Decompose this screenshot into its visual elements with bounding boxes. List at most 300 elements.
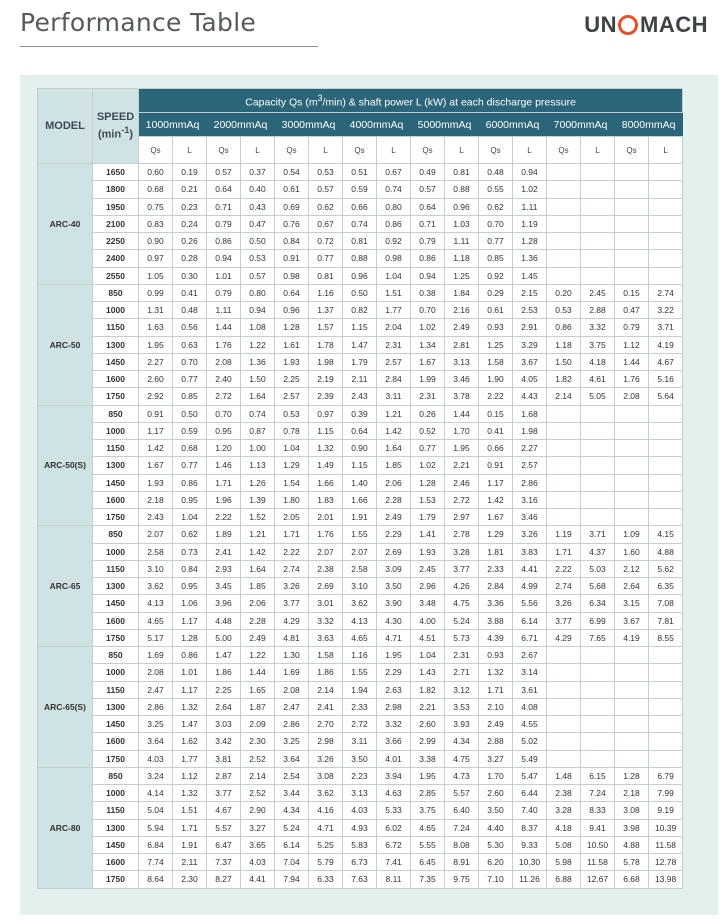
l-value-cell: 0.98 — [377, 250, 411, 267]
table-row — [38, 629, 683, 646]
l-value-cell: 2.21 — [445, 457, 479, 474]
l-value-cell: 2.09 — [241, 716, 275, 733]
qs-value-cell: 0.70 — [479, 215, 513, 232]
table-row — [38, 284, 683, 301]
qs-value-cell: 1.42 — [139, 440, 173, 457]
l-value-cell — [581, 250, 615, 267]
speed-cell: 1750 — [93, 750, 139, 767]
qs-value-cell: 3.81 — [207, 750, 241, 767]
l-value-cell: 2.74 — [649, 284, 683, 301]
l-value-cell: 1.71 — [173, 819, 207, 836]
qs-value-cell: 3.44 — [275, 785, 309, 802]
qs-value-cell: 0.85 — [479, 250, 513, 267]
speed-cell: 1600 — [93, 371, 139, 388]
qs-value-cell: 4.51 — [411, 629, 445, 646]
l-value-cell: 0.94 — [241, 302, 275, 319]
l-value-cell: 2.19 — [309, 371, 343, 388]
qs-value-cell: 3.08 — [615, 802, 649, 819]
company-logo — [584, 12, 708, 38]
l-value-cell: 0.41 — [173, 284, 207, 301]
qs-value-cell: 0.90 — [343, 440, 377, 457]
qs-value-cell: 3.67 — [615, 612, 649, 629]
qs-value-cell: 3.45 — [207, 578, 241, 595]
qs-value-cell — [615, 733, 649, 750]
l-value-cell: 4.30 — [377, 612, 411, 629]
qs-value-cell: 3.10 — [343, 578, 377, 595]
qs-value-cell: 7.35 — [411, 871, 445, 888]
qs-value-cell: 4.00 — [411, 612, 445, 629]
qs-value-cell: 2.64 — [207, 698, 241, 715]
qs-value-cell: 0.81 — [343, 233, 377, 250]
qs-value-cell — [547, 181, 581, 198]
qs-value-cell: 0.53 — [547, 302, 581, 319]
l-value-cell: 2.57 — [377, 353, 411, 370]
l-value-cell: 2.16 — [445, 302, 479, 319]
qs-value-cell: 0.79 — [207, 284, 241, 301]
qs-value-cell: 0.84 — [275, 233, 309, 250]
table-row — [38, 681, 683, 698]
qs-value-cell — [547, 647, 581, 664]
l-value-cell: 1.17 — [173, 612, 207, 629]
l-value-cell: 5.03 — [581, 560, 615, 577]
qs-value-cell — [615, 698, 649, 715]
qs-value-cell: 0.61 — [275, 181, 309, 198]
l-value-cell: 2.01 — [309, 509, 343, 526]
qs-value-cell: 1.89 — [207, 526, 241, 543]
l-value-cell: 1.18 — [445, 250, 479, 267]
l-value-cell: 1.95 — [377, 647, 411, 664]
qs-value-cell — [615, 267, 649, 284]
l-value-cell: 6.33 — [309, 871, 343, 888]
qs-value-cell: 5.24 — [275, 819, 309, 836]
l-value-cell: 6.35 — [649, 578, 683, 595]
qs-value-cell: 3.64 — [139, 733, 173, 750]
l-value-cell: 0.30 — [173, 267, 207, 284]
table-row — [38, 440, 683, 457]
qs-value-cell: 2.21 — [411, 698, 445, 715]
l-value-cell: 3.13 — [445, 353, 479, 370]
qs-value-cell: 3.28 — [547, 802, 581, 819]
qs-value-cell: 2.33 — [343, 698, 377, 715]
qs-value-cell: 0.91 — [479, 457, 513, 474]
qs-value-cell: 3.38 — [411, 750, 445, 767]
l-value-cell: 1.45 — [513, 267, 547, 284]
qs-value-cell: 1.55 — [343, 664, 377, 681]
l-value-cell: 2.98 — [309, 733, 343, 750]
qs-value-cell: 1.95 — [411, 767, 445, 784]
qs-value-cell: 1.17 — [139, 422, 173, 439]
qs-value-cell — [547, 405, 581, 422]
l-value-cell — [581, 509, 615, 526]
speed-cell: 1750 — [93, 388, 139, 405]
l-value-cell — [581, 750, 615, 767]
l-value-cell — [581, 491, 615, 508]
l-value-cell: 1.32 — [173, 785, 207, 802]
l-value-cell: 1.58 — [309, 647, 343, 664]
l-value-cell: 2.39 — [309, 388, 343, 405]
l-value-cell: 1.86 — [309, 664, 343, 681]
model-name-cell: ARC-80 — [38, 767, 93, 888]
qs-value-cell: 5.55 — [411, 836, 445, 853]
qs-value-cell: 2.93 — [207, 560, 241, 577]
speed-cell: 850 — [93, 405, 139, 422]
qs-value-cell: 3.25 — [275, 733, 309, 750]
l-value-cell: 5.79 — [309, 854, 343, 871]
l-value-cell: 4.03 — [241, 854, 275, 871]
qs-value-cell: 0.92 — [479, 267, 513, 284]
speed-cell: 850 — [93, 526, 139, 543]
l-value-cell: 1.13 — [241, 457, 275, 474]
qs-value-cell: 0.70 — [207, 405, 241, 422]
table-row — [38, 854, 683, 871]
model-name-cell: ARC-65 — [38, 526, 93, 647]
qs-value-cell: 2.08 — [139, 664, 173, 681]
qs-value-cell: 2.31 — [411, 388, 445, 405]
qs-value-cell: 2.11 — [343, 371, 377, 388]
l-value-cell — [581, 457, 615, 474]
l-value-cell: 8.91 — [445, 854, 479, 871]
speed-cell: 1600 — [93, 612, 139, 629]
qs-value-cell: 0.60 — [139, 164, 173, 181]
qs-value-cell — [547, 250, 581, 267]
qs-value-cell: 1.44 — [207, 319, 241, 336]
l-value-cell: 6.72 — [377, 836, 411, 853]
l-value-cell: 11.58 — [649, 836, 683, 853]
qs-value-cell: 0.75 — [139, 198, 173, 215]
l-value-cell: 4.99 — [513, 578, 547, 595]
qs-value-cell: 0.96 — [343, 267, 377, 284]
l-value-cell: 1.36 — [513, 250, 547, 267]
qs-value-cell: 0.54 — [275, 164, 309, 181]
qs-value-cell: 0.83 — [139, 215, 173, 232]
l-value-cell: 2.29 — [377, 526, 411, 543]
qs-value-cell: 2.08 — [207, 353, 241, 370]
l-value-cell: 3.16 — [513, 491, 547, 508]
speed-cell: 2400 — [93, 250, 139, 267]
table-row — [38, 422, 683, 439]
l-value-cell: 2.45 — [581, 284, 615, 301]
l-value-cell: 0.77 — [173, 371, 207, 388]
l-value-cell: 3.77 — [445, 560, 479, 577]
l-value-cell: 12.67 — [581, 871, 615, 888]
qs-value-cell: 1.53 — [411, 491, 445, 508]
l-subheader: L — [377, 137, 411, 164]
l-value-cell — [581, 716, 615, 733]
l-value-cell: 2.53 — [513, 302, 547, 319]
table-row — [38, 647, 683, 664]
qs-value-cell — [615, 181, 649, 198]
title-divider — [20, 46, 318, 47]
l-value-cell — [649, 491, 683, 508]
capacity-suffix: /min) & shaft power L (kW) at each discharge pressure — [322, 96, 576, 109]
l-value-cell: 10.30 — [513, 854, 547, 871]
pressure-header: 5000mmAq — [411, 113, 479, 137]
qs-value-cell: 0.77 — [411, 440, 445, 457]
l-value-cell: 0.80 — [377, 198, 411, 215]
l-value-cell: 5.64 — [649, 388, 683, 405]
speed-cell: 1450 — [93, 474, 139, 491]
table-row — [38, 491, 683, 508]
l-value-cell: 8.11 — [377, 871, 411, 888]
qs-subheader: Qs — [275, 137, 309, 164]
l-value-cell: 4.15 — [649, 526, 683, 543]
l-value-cell: 1.25 — [445, 267, 479, 284]
l-value-cell: 2.67 — [513, 647, 547, 664]
qs-value-cell — [615, 215, 649, 232]
l-value-cell: 0.92 — [377, 233, 411, 250]
qs-value-cell: 3.24 — [139, 767, 173, 784]
qs-value-cell: 0.98 — [275, 267, 309, 284]
speed-cell: 1600 — [93, 491, 139, 508]
l-value-cell: 2.28 — [377, 491, 411, 508]
table-row — [38, 664, 683, 681]
qs-value-cell: 4.14 — [139, 785, 173, 802]
l-value-cell — [649, 215, 683, 232]
table-row — [38, 785, 683, 802]
table-row — [38, 405, 683, 422]
l-value-cell: 9.33 — [513, 836, 547, 853]
qs-value-cell: 0.79 — [207, 215, 241, 232]
l-value-cell — [649, 750, 683, 767]
qs-value-cell: 2.88 — [479, 733, 513, 750]
l-value-cell: 0.68 — [173, 440, 207, 457]
qs-value-cell: 5.00 — [207, 629, 241, 646]
speed-cell: 2550 — [93, 267, 139, 284]
l-value-cell: 0.21 — [173, 181, 207, 198]
l-value-cell: 2.69 — [377, 543, 411, 560]
qs-value-cell — [547, 509, 581, 526]
qs-value-cell: 4.65 — [343, 629, 377, 646]
speed-cell: 1300 — [93, 578, 139, 595]
l-value-cell: 3.32 — [377, 716, 411, 733]
qs-value-cell: 1.04 — [411, 647, 445, 664]
l-value-cell: 2.70 — [309, 716, 343, 733]
l-value-cell: 1.08 — [241, 319, 275, 336]
qs-value-cell: 4.93 — [343, 819, 377, 836]
qs-value-cell — [615, 250, 649, 267]
qs-value-cell: 5.57 — [207, 819, 241, 836]
l-value-cell — [649, 233, 683, 250]
table-row — [38, 267, 683, 284]
qs-value-cell: 6.45 — [411, 854, 445, 871]
qs-value-cell: 2.74 — [275, 560, 309, 577]
qs-value-cell: 3.77 — [207, 785, 241, 802]
qs-value-cell: 1.66 — [343, 491, 377, 508]
table-row — [38, 302, 683, 319]
l-value-cell: 6.15 — [581, 767, 615, 784]
l-value-cell: 7.81 — [649, 612, 683, 629]
l-value-cell: 3.32 — [581, 319, 615, 336]
qs-value-cell: 0.79 — [411, 233, 445, 250]
qs-value-cell: 4.19 — [615, 629, 649, 646]
l-value-cell: 0.28 — [173, 250, 207, 267]
l-value-cell — [649, 422, 683, 439]
qs-value-cell: 2.33 — [479, 560, 513, 577]
qs-value-cell: 2.43 — [343, 388, 377, 405]
qs-value-cell: 2.84 — [479, 578, 513, 595]
qs-value-cell: 2.86 — [275, 716, 309, 733]
speed-unit-prefix: (min — [97, 128, 122, 141]
qs-value-cell — [615, 647, 649, 664]
qs-value-cell: 0.15 — [615, 284, 649, 301]
speed-cell: 1150 — [93, 319, 139, 336]
l-value-cell: 0.67 — [309, 215, 343, 232]
qs-value-cell: 3.26 — [275, 578, 309, 595]
l-value-cell — [581, 440, 615, 457]
l-value-cell: 2.69 — [309, 578, 343, 595]
qs-value-cell: 4.03 — [343, 802, 377, 819]
qs-value-cell: 1.11 — [207, 302, 241, 319]
qs-value-cell: 0.49 — [411, 164, 445, 181]
l-value-cell: 3.62 — [309, 785, 343, 802]
l-value-cell: 3.71 — [649, 319, 683, 336]
qs-value-cell: 1.47 — [207, 647, 241, 664]
l-value-cell: 1.62 — [173, 733, 207, 750]
l-value-cell: 2.14 — [241, 767, 275, 784]
l-value-cell: 9.19 — [649, 802, 683, 819]
speed-cell: 1150 — [93, 802, 139, 819]
qs-value-cell — [547, 698, 581, 715]
qs-value-cell: 2.18 — [139, 491, 173, 508]
qs-value-cell: 1.90 — [479, 371, 513, 388]
qs-subheader: Qs — [615, 137, 649, 164]
l-value-cell: 0.96 — [445, 198, 479, 215]
qs-value-cell: 1.15 — [343, 457, 377, 474]
l-value-cell: 3.61 — [513, 681, 547, 698]
qs-value-cell: 0.39 — [343, 405, 377, 422]
qs-value-cell: 4.03 — [139, 750, 173, 767]
l-subheader: L — [649, 137, 683, 164]
qs-value-cell: 0.15 — [479, 405, 513, 422]
l-value-cell: 1.77 — [173, 750, 207, 767]
qs-value-cell: 3.15 — [615, 595, 649, 612]
qs-subheader: Qs — [343, 137, 377, 164]
qs-value-cell: 2.22 — [207, 509, 241, 526]
l-value-cell — [581, 181, 615, 198]
qs-value-cell: 2.58 — [139, 543, 173, 560]
l-value-cell — [581, 664, 615, 681]
qs-value-cell: 2.47 — [275, 698, 309, 715]
qs-value-cell: 0.41 — [479, 422, 513, 439]
qs-value-cell: 6.47 — [207, 836, 241, 853]
l-value-cell: 5.56 — [513, 595, 547, 612]
l-value-cell: 3.09 — [377, 560, 411, 577]
l-value-cell: 0.95 — [173, 491, 207, 508]
qs-subheader: Qs — [547, 137, 581, 164]
l-value-cell: 4.08 — [513, 698, 547, 715]
l-value-cell: 1.44 — [445, 405, 479, 422]
qs-value-cell — [547, 716, 581, 733]
l-value-cell — [581, 405, 615, 422]
l-value-cell: 3.12 — [445, 681, 479, 698]
l-value-cell: 1.32 — [173, 698, 207, 715]
qs-value-cell: 1.41 — [411, 526, 445, 543]
qs-value-cell — [547, 198, 581, 215]
qs-value-cell: 5.98 — [547, 854, 581, 871]
l-value-cell — [649, 647, 683, 664]
l-value-cell: 1.77 — [377, 302, 411, 319]
l-value-cell: 7.40 — [513, 802, 547, 819]
pressure-header: 6000mmAq — [479, 113, 547, 137]
l-value-cell: 3.94 — [377, 767, 411, 784]
qs-value-cell: 0.68 — [139, 181, 173, 198]
l-value-cell: 1.21 — [241, 526, 275, 543]
table-row — [38, 388, 683, 405]
table-row — [38, 612, 683, 629]
qs-value-cell: 3.75 — [411, 802, 445, 819]
speed-cell: 1600 — [93, 854, 139, 871]
qs-value-cell: 6.68 — [615, 871, 649, 888]
qs-value-cell: 0.76 — [275, 215, 309, 232]
qs-value-cell: 5.04 — [139, 802, 173, 819]
l-value-cell: 2.72 — [445, 491, 479, 508]
model-group — [38, 647, 683, 768]
l-value-cell: 0.87 — [241, 422, 275, 439]
l-value-cell: 1.64 — [377, 440, 411, 457]
qs-value-cell: 2.72 — [343, 716, 377, 733]
l-value-cell: 1.65 — [241, 681, 275, 698]
speed-cell: 1300 — [93, 819, 139, 836]
qs-value-cell: 2.60 — [479, 785, 513, 802]
qs-value-cell: 1.99 — [411, 371, 445, 388]
l-value-cell: 5.49 — [513, 750, 547, 767]
l-value-cell: 2.86 — [513, 474, 547, 491]
l-value-cell: 8.33 — [581, 802, 615, 819]
qs-value-cell: 2.41 — [207, 543, 241, 560]
qs-value-cell: 0.79 — [615, 319, 649, 336]
l-value-cell: 0.81 — [445, 164, 479, 181]
l-value-cell: 0.63 — [173, 336, 207, 353]
l-value-cell: 1.26 — [241, 474, 275, 491]
qs-value-cell: 2.22 — [479, 388, 513, 405]
qs-value-cell: 0.82 — [343, 302, 377, 319]
qs-value-cell: 1.15 — [343, 319, 377, 336]
qs-value-cell: 1.70 — [479, 767, 513, 784]
qs-value-cell: 2.64 — [615, 578, 649, 595]
qs-value-cell: 1.95 — [139, 336, 173, 353]
qs-value-cell: 2.72 — [207, 388, 241, 405]
l-value-cell: 3.66 — [377, 733, 411, 750]
speed-cell: 1300 — [93, 698, 139, 715]
l-value-cell: 2.14 — [309, 681, 343, 698]
qs-value-cell: 1.30 — [275, 647, 309, 664]
l-value-cell: 1.44 — [241, 664, 275, 681]
table-row — [38, 181, 683, 198]
model-column-header: MODEL — [38, 89, 93, 164]
qs-value-cell: 1.86 — [207, 664, 241, 681]
qs-value-cell: 0.62 — [479, 198, 513, 215]
l-value-cell: 7.99 — [649, 785, 683, 802]
l-value-cell: 5.73 — [445, 629, 479, 646]
l-value-cell: 4.75 — [445, 595, 479, 612]
qs-value-cell — [615, 198, 649, 215]
qs-value-cell: 2.23 — [343, 767, 377, 784]
qs-value-cell: 0.90 — [139, 233, 173, 250]
qs-value-cell — [615, 474, 649, 491]
speed-cell: 1950 — [93, 198, 139, 215]
l-value-cell — [581, 681, 615, 698]
qs-value-cell: 2.60 — [139, 371, 173, 388]
qs-value-cell: 2.10 — [479, 698, 513, 715]
qs-value-cell: 3.96 — [207, 595, 241, 612]
qs-value-cell: 2.74 — [547, 578, 581, 595]
qs-value-cell — [547, 491, 581, 508]
qs-value-cell: 1.17 — [479, 474, 513, 491]
speed-cell: 1150 — [93, 440, 139, 457]
table-row — [38, 595, 683, 612]
qs-value-cell: 1.42 — [479, 491, 513, 508]
qs-value-cell: 7.04 — [275, 854, 309, 871]
